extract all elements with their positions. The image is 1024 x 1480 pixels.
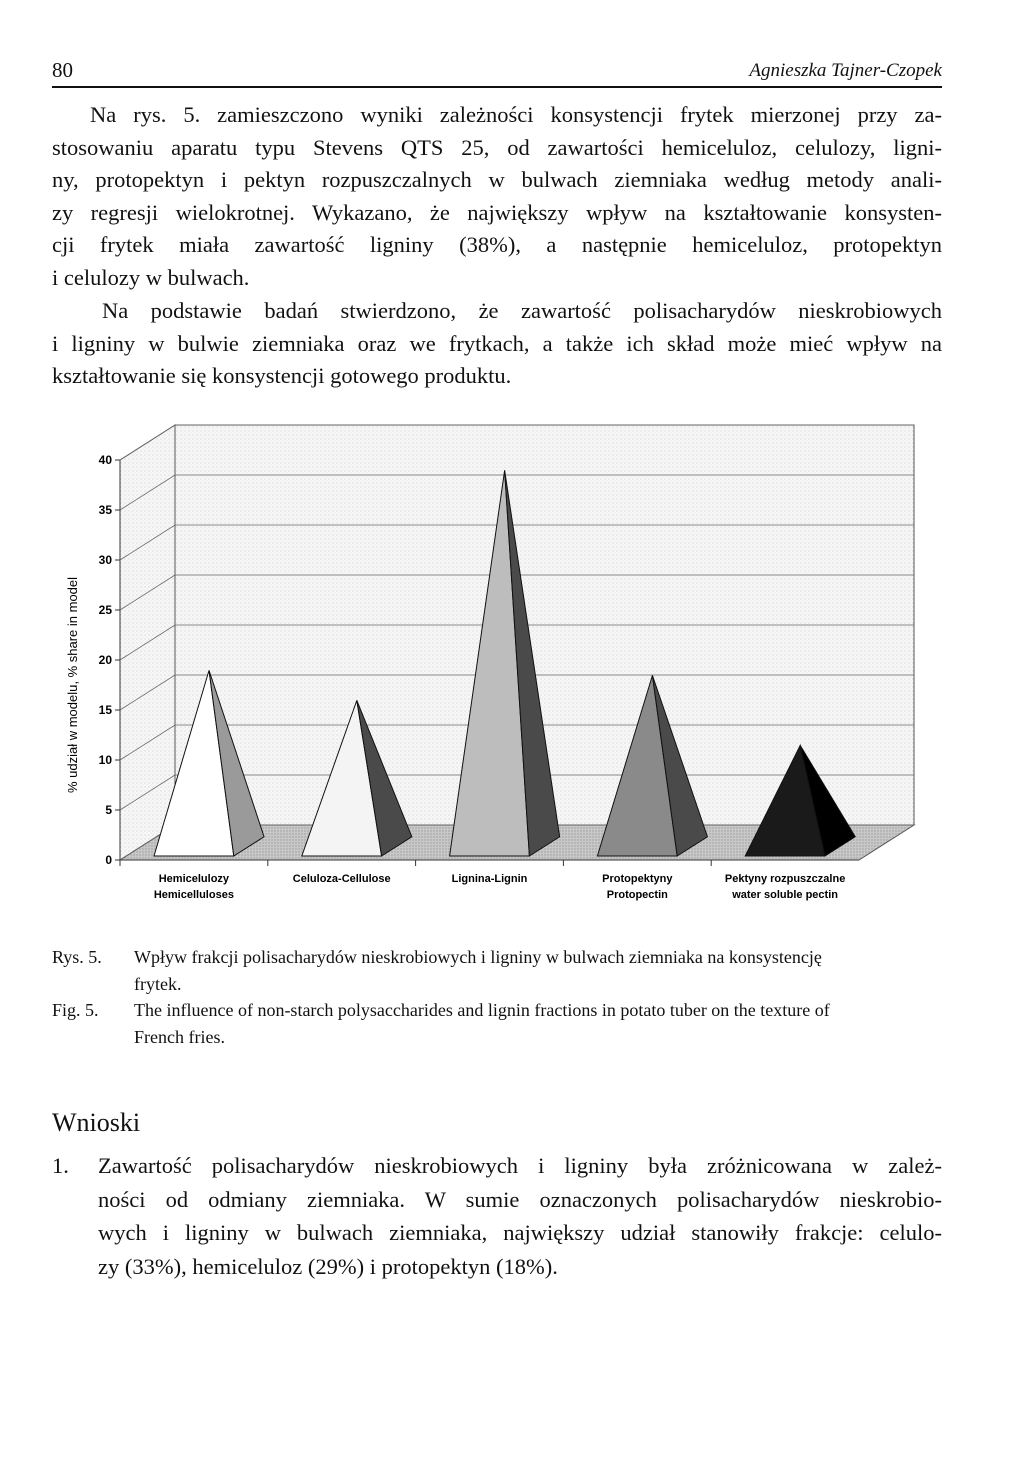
x-category-label: Protopectin [606,889,668,901]
text-line: zy (33%), hemiceluloz (29%) i protopektyn (18%). [98,1253,558,1279]
y-tick-label: 10 [98,753,112,767]
section-title: Wnioski [52,1108,141,1137]
x-axis-labels [120,860,845,901]
text-line: kształtowanie się konsystencji gotowego produktu. [52,363,512,388]
y-tick-label: 20 [98,653,112,667]
text-line: wych i ligniny w bulwach ziemniaka, największy udział stanowiły frakcje: celulo- [98,1220,942,1245]
y-tick-label: 35 [98,503,112,517]
list-number: 1. [52,1153,69,1178]
y-tick-label: 0 [105,853,112,867]
y-tick-label: 5 [105,803,112,817]
x-category-label: Protopektyny [602,873,673,885]
caption-tag: Rys. 5. [52,947,102,967]
x-category-label: Celuloza-Cellulose [292,873,391,885]
text-line: zy regresji wielokrotnej. Wykazano, że największy wpływ na kształtowanie konsysten- [52,199,942,225]
figure-5-chart [52,410,942,920]
page-number: 80 [52,58,73,82]
caption-line: The influence of non-starch polysaccharides and lignin fractions in potato tuber on the texture of [134,1000,830,1020]
x-category-label: Lignina-Lignin [451,873,528,885]
y-tick-label: 15 [98,703,112,717]
y-tick-label: 30 [98,553,112,567]
y-axis-label: % udział w modelu, % share in model [65,576,80,794]
caption-line: Wpływ frakcji polisacharydów nieskrobiowych i ligniny w bulwach ziemniaka na konsystencję [134,947,822,967]
y-tick-label: 25 [98,603,112,617]
x-category-label: Hemicelulozy [158,873,230,885]
x-category-label: water soluble pectin [732,889,838,901]
caption-line: French fries. [134,1027,225,1047]
text-line: ny, protopektyn i pektyn rozpuszczalnych w bulwach ziemniaka według metody anali- [52,167,942,192]
text-line: Na podstawie badań stwierdzono, że zawartość polisacharydów nieskrobiowych [102,298,942,323]
caption-line: frytek. [134,974,182,994]
x-category-label: Hemicelluloses [153,889,234,901]
text-line: Zawartość polisacharydów nieskrobiowych i ligniny była zróżnicowana w zależ- [98,1153,942,1178]
x-category-label: Pektyny rozpuszczalne [724,873,846,885]
paragraph-2 [52,295,942,393]
caption-tag: Fig. 5. [52,1000,99,1020]
text-line: cji frytek miała zawartość ligniny (38%), a następnie hemiceluloz, protopektyn [52,232,942,257]
running-author: Agnieszka Tajner-Czopek [749,60,942,81]
text-line: i celulozy w bulwach. [52,264,250,290]
text-line: stosowaniu aparatu typu Stevens QTS 25, od zawartości hemiceluloz, celulozy, ligni- [52,134,942,160]
text-line: ności od odmiany ziemniaka. W sumie oznaczonych polisacharydów nieskrobio- [98,1186,942,1212]
paragraph-1 [52,99,942,294]
text-line: i ligniny w bulwie ziemniaka oraz we frytkach, a także ich skład może mieć wpływ na [52,330,942,356]
y-axis-ticks [99,453,120,867]
y-tick-label: 40 [98,453,112,467]
text-line: Na rys. 5. zamieszczono wyniki zależności konsystencji frytek mierzonej przy za- [90,102,942,127]
page-header [52,54,942,88]
pyramid-bar-chart [52,410,942,920]
